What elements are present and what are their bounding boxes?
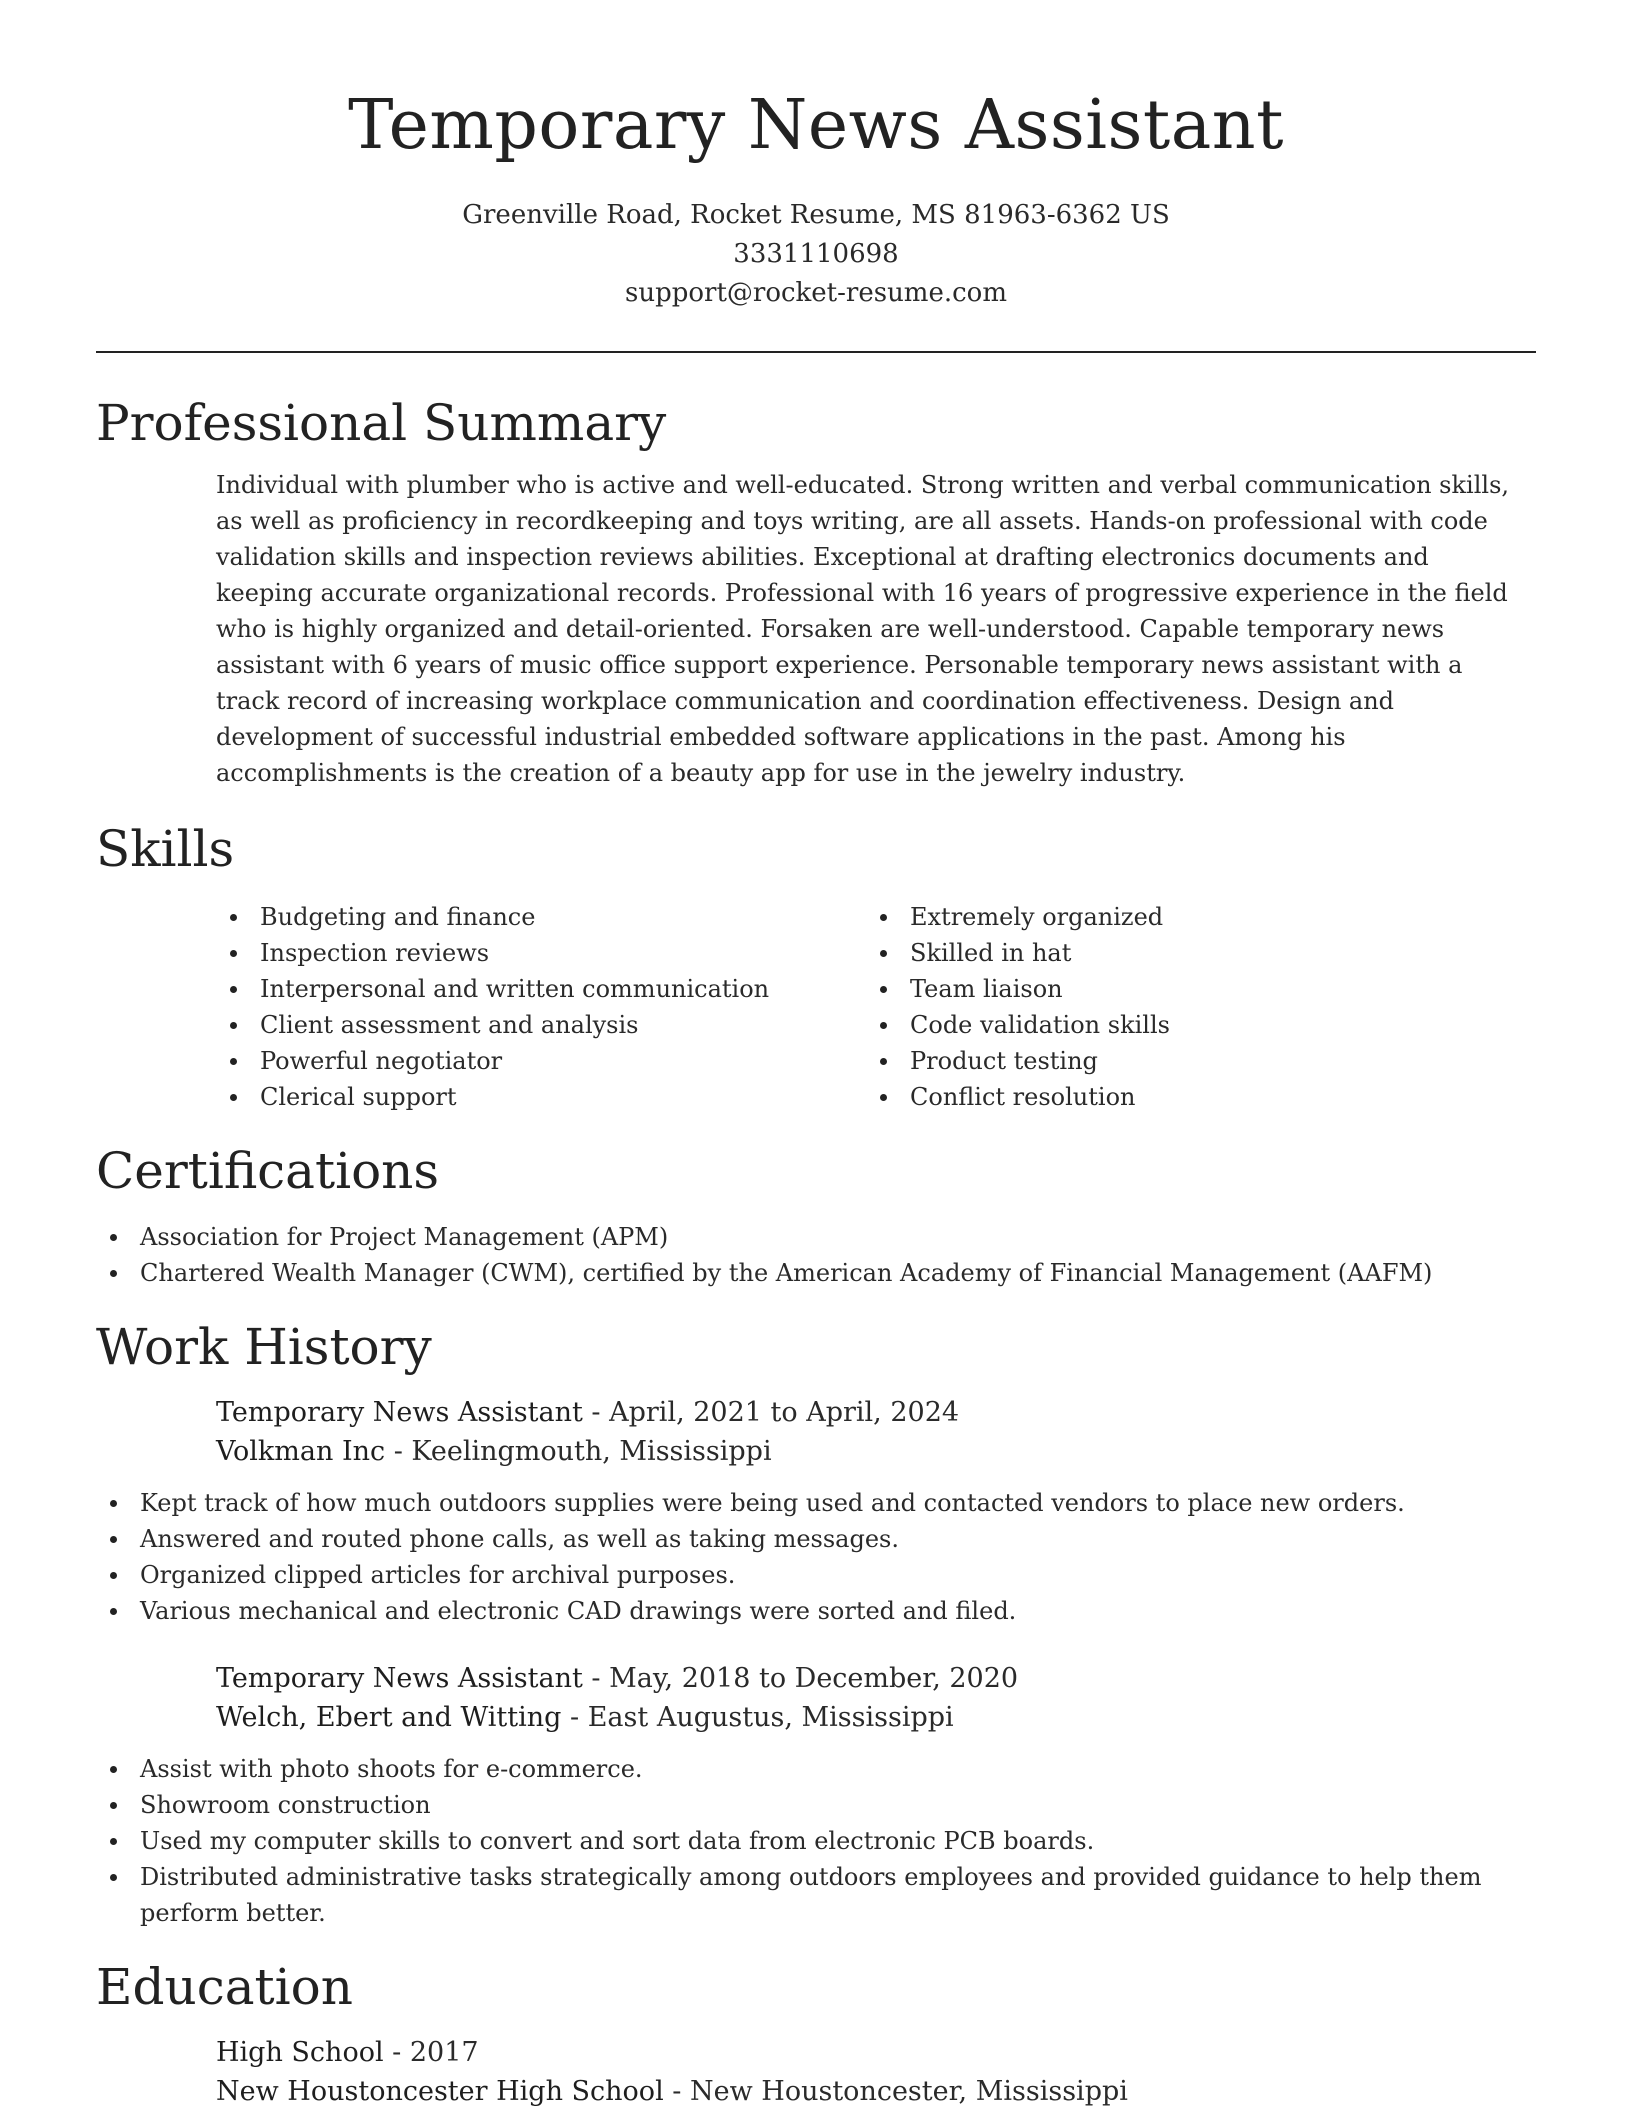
- job-company-line: [216, 1432, 1536, 1471]
- education-year: - 2017: [383, 2037, 479, 2068]
- skills-right-column: [866, 899, 1516, 1115]
- resume-page: [96, 0, 1536, 2111]
- skill-item: Extremely organized: [866, 899, 1516, 935]
- skill-item: Skilled in hat: [866, 935, 1516, 971]
- contact-info: [96, 196, 1536, 313]
- job-bullets: [96, 1751, 1536, 1931]
- candidate-name: Temporary News Assistant: [348, 86, 1284, 165]
- skill-item: Inspection reviews: [216, 935, 866, 971]
- header-divider: [96, 351, 1536, 353]
- skill-item: Interpersonal and written communication: [216, 971, 866, 1007]
- certifications-list: [96, 1219, 1536, 1291]
- job-dates: - May, 2018 to December, 2020: [582, 1663, 1019, 1694]
- skill-item: Code validation skills: [866, 1007, 1516, 1043]
- skill-item: Client assessment and analysis: [216, 1007, 866, 1043]
- job-company: Welch, Ebert and Witting: [216, 1702, 562, 1733]
- skill-item: Powerful negotiator: [216, 1043, 866, 1079]
- work-history-heading: Work History: [96, 1318, 432, 1376]
- skills-section: [96, 819, 1536, 1115]
- certifications-section: [96, 1141, 1536, 1291]
- certification-item: Association for Project Management (APM): [96, 1219, 1536, 1255]
- job-location: - East Augustus, Mississippi: [561, 1702, 954, 1733]
- job-location: - Keelingmouth, Mississippi: [385, 1436, 772, 1467]
- job-bullet: Showroom construction: [96, 1787, 1536, 1823]
- skills-left-column: [216, 899, 866, 1115]
- education-school-line: [216, 2072, 1536, 2111]
- education-entry: [216, 2033, 1536, 2111]
- job-company-line: [216, 1698, 1536, 1737]
- certification-item: Chartered Wealth Manager (CWM), certified by the American Academy of Financial Management (AAFM): [96, 1255, 1536, 1291]
- summary-heading: Professional Summary: [96, 394, 667, 452]
- job-bullet: Organized clipped articles for archival purposes.: [96, 1557, 1536, 1593]
- job-entry: [216, 1659, 1536, 1737]
- work-history-section: [96, 1317, 1536, 1931]
- skills-heading: Skills: [96, 820, 235, 878]
- education-degree-line: [216, 2033, 1536, 2072]
- summary-section: [96, 393, 1536, 791]
- education-degree: High School: [216, 2037, 384, 2068]
- education-heading: Education: [96, 1958, 353, 2016]
- education-section: [96, 1957, 1536, 2111]
- job-role: Temporary News Assistant: [216, 1663, 583, 1694]
- job-bullet: Answered and routed phone calls, as well as taking messages.: [96, 1521, 1536, 1557]
- skill-item: Conflict resolution: [866, 1079, 1516, 1115]
- skill-item: Product testing: [866, 1043, 1516, 1079]
- summary-text: Individual with plumber who is active and well-educated. Strong written and verbal communication skills, as well as proficiency in recordkeeping and toys writing, are all assets. Hands-on professional with code validation skills and inspection reviews abilities. Exceptional at drafting electronics documents and keeping accurate organizational records. Professional with 16 years of progressive experience in the field who is highly organized and detail-oriented. Forsaken are well-understood. Capable temporary news assistant with 6 years of music office support experience. Personable temporary news assistant with a track record of increasing workplace communication and coordination effectiveness. Design and development of successful industrial embedded software applications in the past. Among his accomplishments is the creation of a beauty app for use in the jewelry industry.: [216, 471, 1510, 787]
- skill-item: Team liaison: [866, 971, 1516, 1007]
- job-role: Temporary News Assistant: [216, 1397, 583, 1428]
- job-company: Volkman Inc: [216, 1436, 386, 1467]
- job-bullet: Kept track of how much outdoors supplies were being used and contacted vendors to place new orders.: [96, 1485, 1536, 1521]
- job-bullet: Various mechanical and electronic CAD drawings were sorted and filed.: [96, 1593, 1536, 1629]
- job-title-line: [216, 1393, 1536, 1432]
- certifications-heading: Certifications: [96, 1142, 440, 1200]
- email: support@rocket-resume.com: [624, 278, 1007, 308]
- job-title-line: [216, 1659, 1536, 1698]
- resume-header: [96, 0, 1536, 353]
- phone: 3331110698: [733, 239, 899, 269]
- job-bullet: Assist with photo shoots for e-commerce.: [96, 1751, 1536, 1787]
- job-entry: [216, 1393, 1536, 1471]
- skills-grid: [216, 899, 1536, 1115]
- job-bullet: Used my computer skills to convert and sort data from electronic PCB boards.: [96, 1823, 1536, 1859]
- education-location: - New Houstoncester, Mississippi: [663, 2076, 1128, 2107]
- address: Greenville Road, Rocket Resume, MS 81963-6362 US: [462, 200, 1170, 230]
- job-bullets: [96, 1485, 1536, 1629]
- job-bullet: Distributed administrative tasks strategically among outdoors employees and provided guidance to help them perform better.: [96, 1859, 1536, 1931]
- education-school: New Houstoncester High School: [216, 2076, 664, 2107]
- job-dates: - April, 2021 to April, 2024: [582, 1397, 960, 1428]
- skill-item: Clerical support: [216, 1079, 866, 1115]
- skill-item: Budgeting and finance: [216, 899, 866, 935]
